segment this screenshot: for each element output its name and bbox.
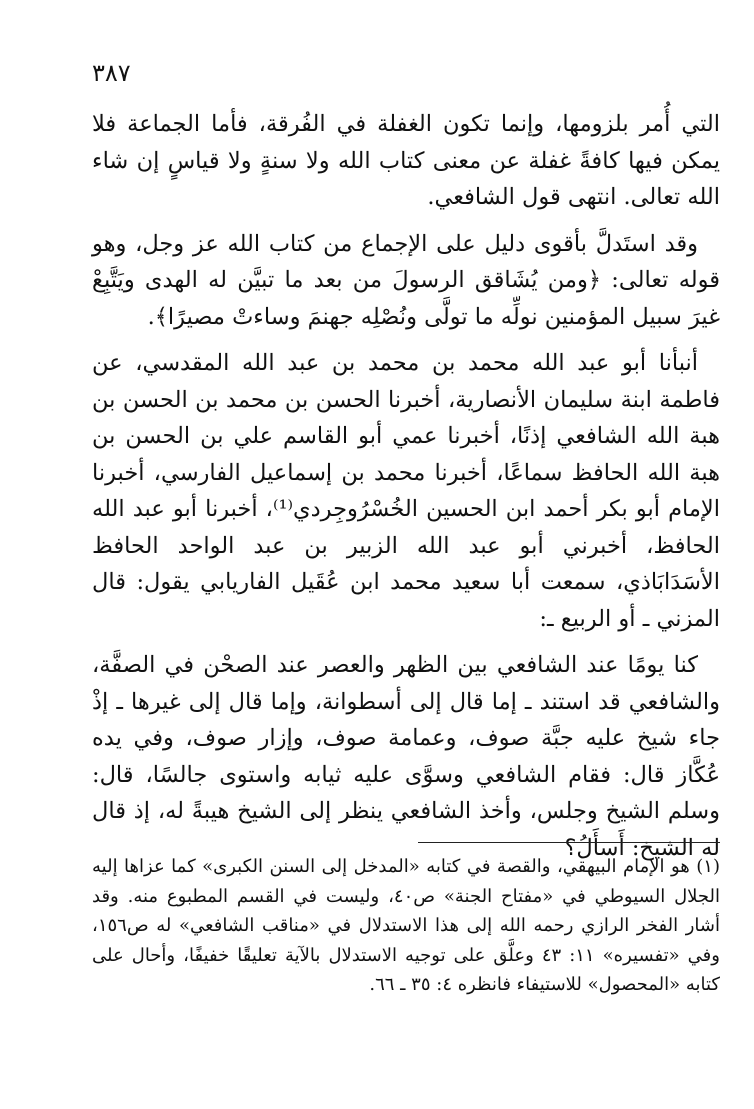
paragraph-isnad-chain: أنبأنا أبو عبد الله محمد بن محمد بن عبد الله المقدسي، عن فاطمة ابنة سليمان الأنصارية، أخبرنا الحسن بن محمد بن الحسن بن هبة الله الشافعي إذنًا، أخبرنا عمي أبو القاسم علي بن الحسن بن هبة الله الحافظ سماعًا، أخبرنا محمد بن إسماعيل الفارسي، أخبرنا الإمام أبو بكر أحمد ابن الحسين الخُسْرُوجِردي⁽¹⁾، أخبرنا أبو عبد الله الحافظ، أخبرني أبو عبد الله الزبير بن عبد الواحد الحافظ الأسَدَابَاذي، سمعت أبا سعيد محمد ابن عُقَيل الفاريابي يقول: قال المزني ـ أو الربيع ـ: [92, 350, 720, 632]
footnotes [92, 852, 720, 1000]
footnote-1: (١) هو الإمام البيهقي، والقصة في كتابه «المدخل إلى السنن الكبرى» كما عزاها إليه الجلال السيوطي في «مفتاح الجنة» ص٤٠، وليست في القسم المطبوع منه. وقد أشار الفخر الرازي رحمه الله إلى هذا الاستدلال في «مناقب الشافعي» له ص١٥٦، وفي «تفسيره» ١١: ٤٣ وعلَّق على توجيه الاستدلال بالآية تعليقًا خفيفًا، وأحال على كتابه «المحصول» للاستيفاء فانظره ٤: ٣٥ ـ ٦٦. [92, 856, 720, 995]
paragraph-narrative: كنا يومًا عند الشافعي بين الظهر والعصر عند الصحْن في الصفَّة، والشافعي قد استند ـ إما قال إلى أسطوانة، وإما قال إلى غيرها ـ إذْ جاء شيخ عليه جبَّة صوف، وعمامة صوف، وإزار صوف، وفي يده عُكَّاز قال: فقام الشافعي وسوَّى عليه ثيابه واستوى جالسًا، قال: وسلم الشيخ وجلس، وأخذ الشافعي ينظر إلى الشيخ هيبةً له، إذ قال له الشيخ: أَسأَلُ؟ [92, 652, 720, 861]
page-number: ٣٨٧ [92, 59, 131, 87]
paragraph-shafii-quote-end: التي أُمر بلزومها، وإنما تكون الغفلة في الفُرقة، فأما الجماعة فلا يمكن فيها كافةً غفلة عن معنى كتاب الله ولا سنةٍ ولا قياسٍ إن شاء الله تعالى. انتهى قول الشافعي. [92, 111, 720, 210]
paragraph-quran-evidence: وقد استَدلَّ بأقوى دليل على الإجماع من كتاب الله عز وجل، وهو قوله تعالى: ﴿ومن يُشَاقق الرسولَ من بعد ما تبيَّن له الهدى ويَتَّبِعْ غيرَ سبيل المؤمنين نولِّه ما تولَّى ونُصْلِه جهنمَ وساءتْ مصيرًا﴾. [92, 230, 720, 330]
main-text [92, 106, 720, 866]
footnote-divider [418, 842, 720, 843]
